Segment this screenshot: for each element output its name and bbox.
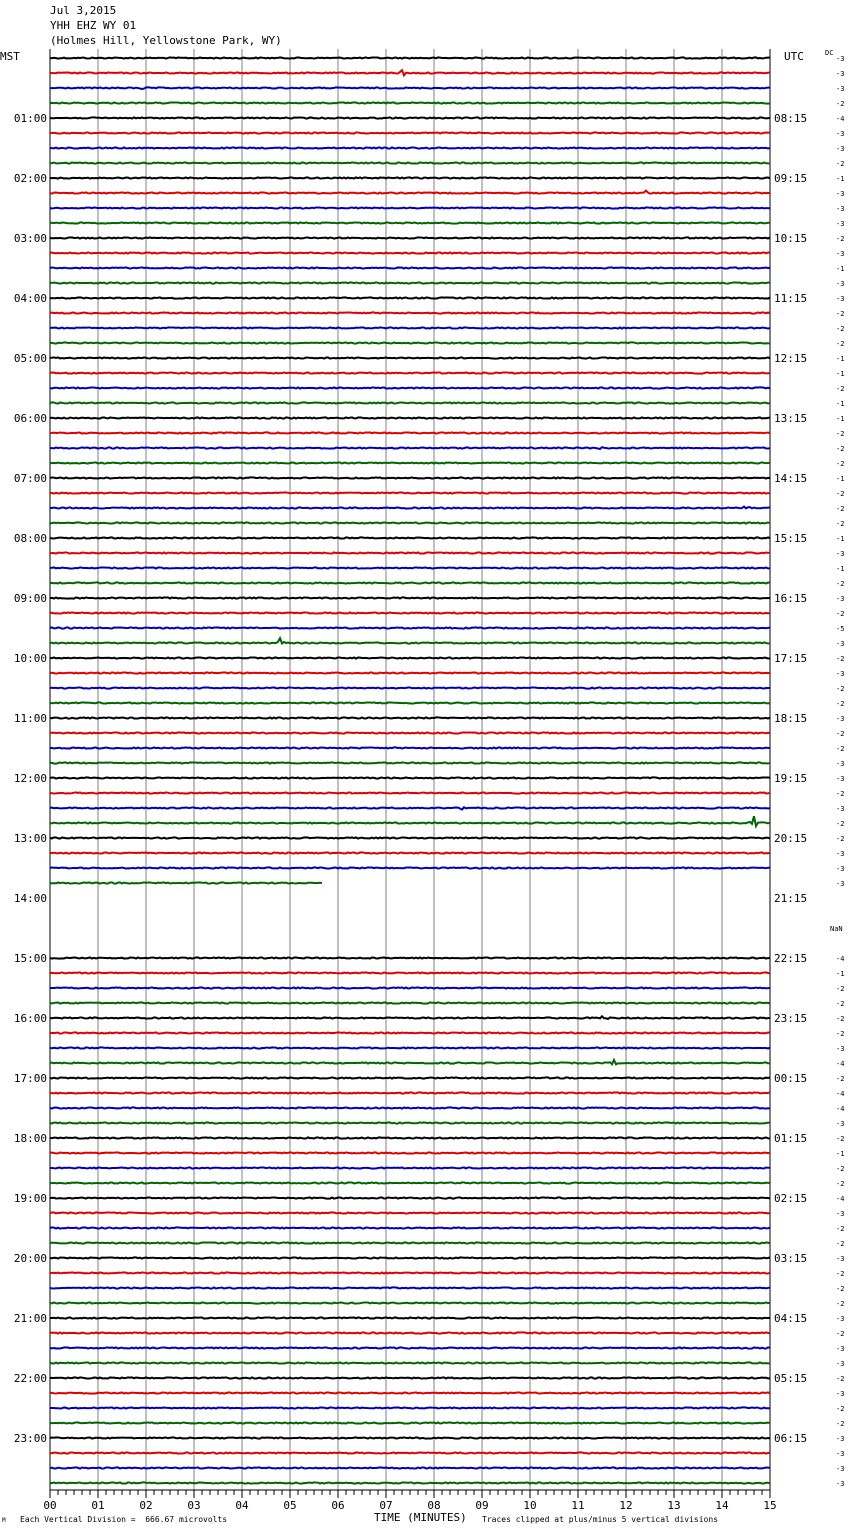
seismic-trace: [50, 207, 770, 208]
utc-hour-label: 15:15: [774, 532, 808, 545]
row-dc-value: -3: [836, 220, 845, 228]
row-dc-value: -1: [836, 970, 845, 978]
row-dc-value: -2: [836, 1015, 845, 1023]
seismic-trace: [50, 252, 770, 253]
utc-hour-label: 21:15: [774, 892, 808, 905]
seismic-trace: [50, 117, 770, 118]
seismic-trace: [50, 87, 770, 89]
row-dc-value: -2: [836, 700, 845, 708]
utc-hour-label: 19:15: [774, 772, 808, 785]
seismic-trace: [50, 777, 770, 778]
x-tick-label: 13: [667, 1499, 681, 1512]
seismic-trace: [50, 312, 770, 313]
mst-hour-label: 04:00: [13, 292, 47, 305]
row-dc-value: -2: [836, 1375, 845, 1383]
row-dc-value: -3: [836, 880, 845, 888]
x-tick-label: 11: [571, 1499, 585, 1512]
seismic-trace: [50, 1092, 770, 1093]
seismic-trace: [50, 657, 770, 658]
seismic-trace: [50, 1437, 770, 1438]
mst-hour-label: 05:00: [13, 352, 47, 365]
row-dc-value: -3: [836, 1360, 845, 1368]
mst-hour-label: 19:00: [13, 1192, 47, 1205]
seismic-trace: [50, 372, 770, 373]
row-dc-value: -3: [836, 1480, 845, 1488]
x-tick-label: 12: [619, 1499, 633, 1512]
utc-hour-label: 14:15: [774, 472, 808, 485]
utc-hour-label: 01:15: [774, 1132, 808, 1145]
row-dc-value: -2: [836, 325, 845, 333]
utc-hour-label: 16:15: [774, 592, 808, 605]
utc-hour-label: 04:15: [774, 1312, 808, 1325]
row-dc-value: -2: [836, 160, 845, 168]
seismic-trace: [50, 1107, 770, 1108]
row-dc-value: -2: [836, 310, 845, 318]
row-dc-value: -4: [836, 1060, 845, 1068]
corner-mark: M: [2, 1517, 6, 1524]
x-tick-label: 07: [379, 1499, 393, 1512]
seismic-trace: [50, 1392, 770, 1393]
row-dc-value: -2: [836, 340, 845, 348]
row-dc-value: -3: [836, 1450, 845, 1458]
x-tick-label: 03: [187, 1499, 201, 1512]
row-dc-value: -2: [836, 1165, 845, 1173]
row-dc-value: -2: [836, 1075, 845, 1083]
row-dc-value: -3: [836, 775, 845, 783]
row-dc-value: -3: [836, 865, 845, 873]
seismic-trace: [50, 1332, 770, 1333]
mst-hour-label: 09:00: [13, 592, 47, 605]
seismic-trace: [50, 1347, 770, 1348]
seismic-trace: [50, 267, 770, 268]
seismic-trace: [50, 492, 770, 493]
seismic-trace: [50, 1002, 770, 1003]
row-dc-value: -2: [836, 685, 845, 693]
seismic-trace: [50, 57, 770, 58]
row-dc-value: -2: [836, 490, 845, 498]
seismic-trace: [50, 1467, 770, 1468]
seismic-trace: [50, 987, 770, 988]
row-dc-value: -2: [836, 1180, 845, 1188]
seismic-trace: [50, 957, 770, 958]
row-dc-value: -3: [836, 1465, 845, 1473]
row-dc-value: -2: [836, 730, 845, 738]
row-dc-value: -4: [836, 115, 845, 123]
seismic-trace: [50, 1302, 770, 1303]
mst-hour-label: 06:00: [13, 412, 47, 425]
mst-hour-label: 12:00: [13, 772, 47, 785]
mst-hour-label: 23:00: [13, 1432, 47, 1445]
row-dc-value: -2: [836, 820, 845, 828]
row-dc-value: -2: [836, 1225, 845, 1233]
utc-hour-label: 05:15: [774, 1372, 808, 1385]
seismic-trace: [50, 387, 770, 388]
row-dc-value: -2: [836, 460, 845, 468]
row-dc-value: -3: [836, 1315, 845, 1323]
row-dc-value: -1: [836, 415, 845, 423]
utc-hour-label: 10:15: [774, 232, 808, 245]
seismic-trace: [50, 1212, 770, 1213]
seismic-trace: [50, 792, 770, 793]
seismic-trace: [50, 1060, 770, 1064]
row-dc-value: -1: [836, 475, 845, 483]
utc-hour-label: 23:15: [774, 1012, 808, 1025]
utc-hour-label: 08:15: [774, 112, 808, 125]
seismic-trace: [50, 1272, 770, 1273]
mst-hour-label: 20:00: [13, 1252, 47, 1265]
row-dc-value: -2: [836, 1285, 845, 1293]
x-tick-label: 14: [715, 1499, 729, 1512]
seismic-trace: [50, 102, 770, 103]
row-dc-value: -1: [836, 565, 845, 573]
seismic-trace: [50, 582, 770, 583]
seismic-trace: [50, 1047, 770, 1048]
mst-hour-label: 08:00: [13, 532, 47, 545]
x-axis-title: TIME (MINUTES): [374, 1511, 467, 1524]
row-dc-value: -3: [836, 715, 845, 723]
row-dc-value: -2: [836, 835, 845, 843]
seismic-trace: [50, 1197, 770, 1198]
row-dc-value: -3: [836, 1435, 845, 1443]
seismic-trace: [50, 747, 770, 748]
row-dc-value: -1: [836, 535, 845, 543]
seismic-trace: [50, 1482, 770, 1483]
x-tick-label: 08: [427, 1499, 441, 1512]
row-dc-value: -2: [836, 430, 845, 438]
seismic-trace: [50, 597, 770, 598]
utc-hour-label: 18:15: [774, 712, 808, 725]
row-dc-value: -2: [836, 1420, 845, 1428]
mst-hour-label: 18:00: [13, 1132, 47, 1145]
seismic-trace: [50, 1422, 770, 1423]
row-dc-value: -3: [836, 250, 845, 258]
row-dc-value: -3: [836, 1210, 845, 1218]
row-dc-value: -2: [836, 985, 845, 993]
row-dc-value: -1: [836, 400, 845, 408]
row-dc-value: -2: [836, 100, 845, 108]
mst-hour-label: 10:00: [13, 652, 47, 665]
row-dc-value: -3: [836, 640, 845, 648]
row-dc-value: -2: [836, 580, 845, 588]
seismic-trace: [50, 732, 770, 733]
row-dc-value: -4: [836, 1090, 845, 1098]
mst-hour-label: 21:00: [13, 1312, 47, 1325]
seismic-trace: [50, 222, 770, 223]
mst-hour-label: 02:00: [13, 172, 47, 185]
seismic-trace: [50, 762, 770, 763]
seismic-trace: [50, 162, 770, 163]
row-dc-value: -4: [836, 955, 845, 963]
x-tick-label: 04: [235, 1499, 249, 1512]
row-dc-value: -2: [836, 385, 845, 393]
seismic-trace: [50, 342, 770, 343]
seismic-trace: [50, 717, 770, 718]
row-dc-value: -3: [836, 145, 845, 153]
row-dc-value: -2: [836, 520, 845, 528]
seismic-trace: [50, 132, 770, 133]
seismic-trace: [50, 432, 770, 433]
mst-hour-label: 03:00: [13, 232, 47, 245]
seismic-trace: [50, 837, 770, 838]
row-dc-value: -1: [836, 370, 845, 378]
nan-header-label: NaN: [830, 925, 843, 933]
seismic-trace: [50, 638, 770, 643]
utc-hour-label: 20:15: [774, 832, 808, 845]
seismic-trace: [50, 552, 770, 553]
seismic-trace: [50, 1362, 770, 1363]
utc-hour-label: 09:15: [774, 172, 808, 185]
row-dc-value: -3: [836, 130, 845, 138]
mst-hour-label: 22:00: [13, 1372, 47, 1385]
row-dc-value: -3: [836, 190, 845, 198]
x-tick-label: 01: [91, 1499, 105, 1512]
seismic-trace: [50, 357, 770, 358]
seismic-trace: [50, 867, 770, 868]
seismic-trace: [50, 462, 770, 463]
plot-date: Jul 3,2015: [50, 4, 117, 17]
x-tick-label: 05: [283, 1499, 297, 1512]
mst-hour-label: 11:00: [13, 712, 47, 725]
utc-hour-label: 11:15: [774, 292, 808, 305]
mst-timezone-label: MST: [0, 50, 20, 63]
utc-hour-label: 12:15: [774, 352, 808, 365]
seismic-trace: [50, 672, 770, 673]
seismic-trace: [50, 507, 770, 509]
seismic-trace: [50, 567, 770, 568]
row-dc-value: -2: [836, 1135, 845, 1143]
station-location: (Holmes Hill, Yellowstone Park, WY): [50, 34, 282, 47]
seismic-trace: [50, 687, 770, 688]
seismic-trace: [50, 1077, 770, 1078]
x-tick-label: 06: [331, 1499, 345, 1512]
row-dc-value: -3: [836, 1390, 845, 1398]
seismic-trace: [50, 1227, 770, 1228]
row-dc-value: -3: [836, 295, 845, 303]
seismic-trace: [50, 477, 770, 478]
row-dc-value: -3: [836, 1045, 845, 1053]
row-dc-value: -2: [836, 610, 845, 618]
mst-hour-label: 01:00: [13, 112, 47, 125]
x-tick-label: 00: [43, 1499, 57, 1512]
x-tick-label: 02: [139, 1499, 153, 1512]
dc-header-label: DC: [825, 49, 834, 57]
row-dc-value: -2: [836, 1030, 845, 1038]
clip-note: Traces clipped at plus/minus 5 vertical divisions: [482, 1515, 719, 1524]
row-dc-value: -1: [836, 175, 845, 183]
seismic-trace: [50, 882, 322, 883]
seismic-trace: [50, 327, 770, 328]
mst-hour-label: 07:00: [13, 472, 47, 485]
row-dc-value: -2: [836, 1330, 845, 1338]
row-dc-value: -5: [836, 625, 845, 633]
row-dc-value: -4: [836, 1105, 845, 1113]
utc-hour-label: 17:15: [774, 652, 808, 665]
x-tick-label: 15: [763, 1499, 777, 1512]
seismic-trace: [50, 70, 770, 75]
row-dc-value: -3: [836, 205, 845, 213]
row-dc-value: -2: [836, 1300, 845, 1308]
x-tick-label: 10: [523, 1499, 537, 1512]
row-dc-value: -2: [836, 790, 845, 798]
row-dc-value: -3: [836, 1255, 845, 1263]
seismic-trace: [50, 1407, 770, 1408]
seismic-trace: [50, 402, 770, 403]
row-dc-value: -1: [836, 265, 845, 273]
row-dc-value: -2: [836, 1405, 845, 1413]
seismic-trace: [50, 237, 770, 238]
seismic-trace: [50, 816, 770, 826]
mst-hour-label: 13:00: [13, 832, 47, 845]
seismic-trace: [50, 972, 770, 973]
seismic-trace: [50, 1257, 770, 1258]
row-dc-value: -2: [836, 745, 845, 753]
seismic-trace: [50, 447, 770, 449]
seismic-trace: [50, 282, 770, 283]
seismic-trace: [50, 1242, 770, 1243]
row-dc-value: -2: [836, 1240, 845, 1248]
seismic-trace: [50, 1122, 770, 1123]
seismic-trace: [50, 522, 770, 523]
row-dc-value: -2: [836, 505, 845, 513]
seismic-trace: [50, 1287, 770, 1288]
utc-hour-label: 02:15: [774, 1192, 808, 1205]
seismic-trace: [50, 852, 770, 853]
row-dc-value: -2: [836, 445, 845, 453]
row-dc-value: -3: [836, 85, 845, 93]
row-dc-value: -3: [836, 280, 845, 288]
seismic-trace: [50, 1016, 770, 1019]
utc-hour-label: 03:15: [774, 1252, 808, 1265]
row-dc-value: -3: [836, 670, 845, 678]
seismic-trace: [50, 1452, 770, 1453]
seismic-trace: [50, 191, 770, 194]
seismic-trace: [50, 1137, 770, 1138]
x-tick-label: 09: [475, 1499, 489, 1512]
seismic-trace: [50, 1167, 770, 1168]
row-dc-value: -2: [836, 235, 845, 243]
row-dc-value: -3: [836, 760, 845, 768]
mst-hour-label: 16:00: [13, 1012, 47, 1025]
row-dc-value: -2: [836, 1270, 845, 1278]
scale-note: Each Vertical Division = 666.67 microvolts: [20, 1515, 228, 1524]
mst-hour-label: 17:00: [13, 1072, 47, 1085]
station-code: YHH EHZ WY 01: [50, 19, 137, 32]
row-dc-value: -4: [836, 1195, 845, 1203]
seismic-trace: [50, 1032, 770, 1033]
seismic-trace: [50, 537, 770, 538]
row-dc-value: -3: [836, 805, 845, 813]
seismic-trace: [50, 1152, 770, 1153]
row-dc-value: -3: [836, 70, 845, 78]
row-dc-value: -2: [836, 1000, 845, 1008]
row-dc-value: -3: [836, 595, 845, 603]
seismic-trace: [50, 1182, 770, 1183]
seismic-trace: [50, 1377, 770, 1378]
row-dc-value: -3: [836, 1120, 845, 1128]
row-dc-value: -2: [836, 655, 845, 663]
row-dc-value: -1: [836, 355, 845, 363]
row-dc-value: -1: [836, 1150, 845, 1158]
row-dc-value: -3: [836, 850, 845, 858]
row-dc-value: -3: [836, 55, 845, 63]
mst-hour-label: 15:00: [13, 952, 47, 965]
seismic-trace: [50, 627, 770, 628]
utc-timezone-label: UTC: [784, 50, 804, 63]
utc-hour-label: 13:15: [774, 412, 808, 425]
seismic-trace: [50, 147, 770, 148]
seismic-trace: [50, 702, 770, 703]
seismic-trace: [50, 297, 770, 298]
seismic-trace: [50, 612, 770, 613]
utc-hour-label: 22:15: [774, 952, 808, 965]
seismic-trace: [50, 1317, 770, 1318]
mst-hour-label: 14:00: [13, 892, 47, 905]
row-dc-value: -3: [836, 1345, 845, 1353]
utc-hour-label: 00:15: [774, 1072, 808, 1085]
utc-hour-label: 06:15: [774, 1432, 808, 1445]
row-dc-value: -3: [836, 550, 845, 558]
seismic-trace: [50, 417, 770, 418]
seismic-trace: [50, 177, 770, 178]
seismic-trace: [50, 807, 770, 809]
